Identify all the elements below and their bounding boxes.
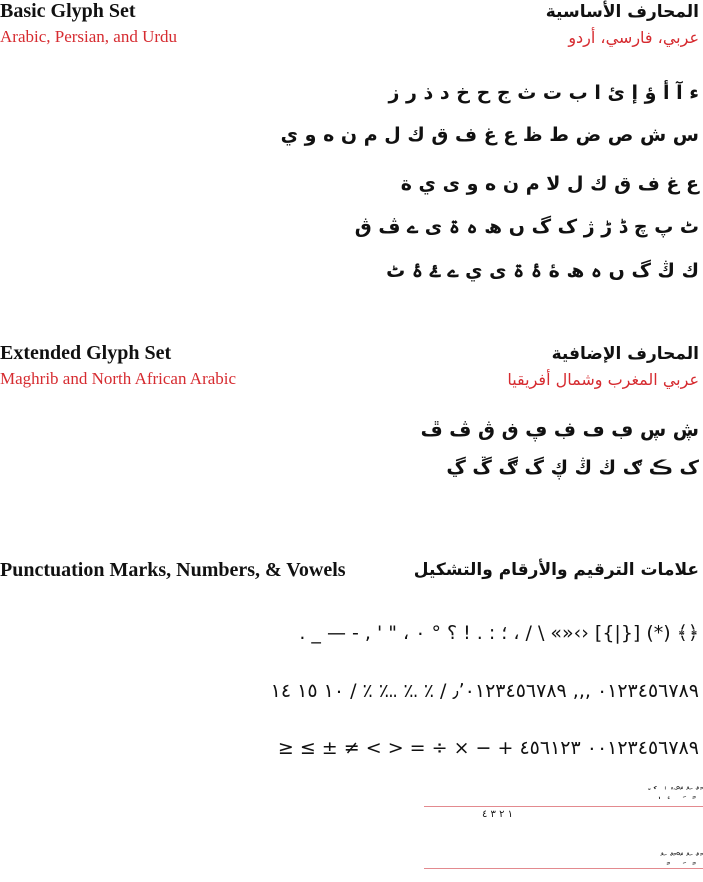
extended-glyph-line: ڜ ڛ ڢ ڡ ڣ ڥ ڧ ڨ ڤ ڦ [420, 419, 699, 441]
extended-section-subtitle-ar: عربي المغرب وشمال أفريقيا [507, 370, 699, 389]
punctuation-section-title-ar: علامات الترقيم والأرقام والتشكيل [413, 560, 699, 580]
baseline-guide [424, 806, 703, 807]
math-symbols-line: ٠٠١٢٣٤٥٦٧٨٩ ٤٥٦١٢٣ + − × ÷ = < > ≠ ± ≥ ≤ [277, 737, 699, 759]
punctuation-marks-line: ﴿﴾ (*) [{|}] ‹›«» \ / ، ؛ : . ! ؟ ° ٠ ، " ' , - — _ . [299, 622, 699, 644]
basic-glyph-line: ء آ أ ؤ إ ئ ا ب ت ث ج ح خ د ذ ر ز [388, 82, 699, 104]
basic-section-subtitle: Arabic, Persian, and Urdu [0, 27, 178, 46]
vowel-marks-line: ً ٌ ٍ َ ُ ِ ّ ْ ٓ ٔ ٕ ٰ ٖ ٗ ٘ [646, 786, 699, 799]
punctuation-section-title: Punctuation Marks, Numbers, & Vowels [0, 559, 346, 581]
vowel-marks-line: ١ ٢ ٣ ٤ [481, 809, 513, 820]
basic-section-subtitle-ar: عربي، فارسي، أردو [568, 28, 699, 47]
basic-glyph-line: س ش ص ض ط ظ ع غ ف ق ك ل م ن ه و ي [280, 124, 699, 146]
extended-section-title-ar: المحارف الإضافية [551, 344, 699, 364]
basic-section-title-ar: المحارف الأساسية [545, 2, 699, 22]
vowel-marks-line: ً ٌ ٍ َ ُ ِ ّ ْ ً ٌ ٍ َ ُ [660, 852, 699, 865]
extended-section-subtitle: Maghrib and North African Arabic [0, 369, 237, 388]
extended-section-title: Extended Glyph Set [0, 342, 172, 364]
numerals-line: ٠١٢٣٤٥٦٧٨٩ ,,, ٫٬٠١٢٣٤٥٦٧٨٩ / ٪ ؉ ؊ ٪ / ١٠ ١٥ ١٤ [270, 680, 699, 702]
basic-glyph-line: ع غ ف ق ك ل لا م ن ه و ى ي ة [400, 173, 699, 195]
baseline-guide [424, 868, 703, 869]
basic-glyph-line: ك ڭ گ ں ہ ھ ۀ ۂ ۃ ی ي ے ۓ ۂ ٹ [386, 260, 699, 282]
extended-glyph-line: ک ڪ ګ ڬ ڭ ڮ گ ڰ ڱ ڲ [446, 457, 699, 479]
basic-section-title: Basic Glyph Set [0, 0, 136, 22]
basic-glyph-line: ٹ پ چ ڈ ڑ ژ ک گ ں ھ ہ ۃ ی ے ڤ ڨ [354, 216, 699, 238]
